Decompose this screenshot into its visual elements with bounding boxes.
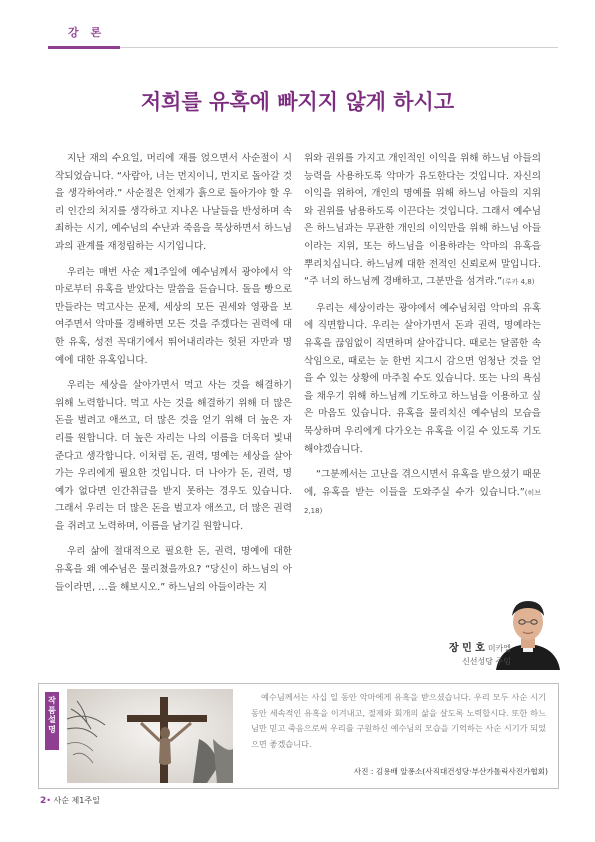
right-paragraph-3: “그분께서는 고난을 겪으시면서 유혹을 받으셨기 때문에, 유혹을 받는 이들을 도와주실 수가 있습니다.”(히브 2,18) (304, 469, 541, 516)
author-parish: 신선성당 주임 (462, 657, 511, 666)
scripture-ref: (히브 2,18) (304, 488, 541, 516)
issue-label: 사순 제1주일 (53, 796, 100, 805)
caption-photo (67, 689, 233, 783)
section-rule-thin (120, 47, 558, 48)
section-rule (48, 46, 120, 49)
left-paragraph-3: 우리는 세상을 살아가면서 먹고 사는 것을 해결하기 위해 노력합니다. 먹고 사는 것을 해결하기 위해 더 많은 돈을 벌려고 애쓰고, 더 많은 것을 얻기 위해 더 높은 자리를 원합니다. 더 높은 자리는 나의 이름을 더욱더 빛내 준다고 생각합니다. 이처럼 돈, 권력, 명예는 세상을 살아가는 우리에게 필요한 것입니다. 더 나아가 돈, 권력, 명예가 없다면 인간취급을 받지 못하는 경우도 있습니다. 그래서 우리는 더 많은 돈을 벌고자 애쓰고, 더 많은 권력을 쥐려고 노력하며, 이름을 남기길 원합니다. (55, 380, 292, 532)
page-number: 2 (40, 796, 47, 806)
caption-credit: 사진 : 김용배 알퐁소(사직대건성당·부산가톨릭사진가협회) (353, 767, 548, 776)
left-column (55, 150, 292, 604)
page-title: 저희를 유혹에 빠지지 않게 하시고 (140, 90, 455, 114)
caption-box (38, 683, 559, 789)
left-paragraph-4: 우리 삶에 절대적으로 필요한 돈, 권력, 명예에 대한 유혹을 왜 예수님은 물리쳤을까요? “당신이 하느님의 아들이라면, …을 해보시오.” 하느님의 아들이라는 지 (55, 546, 292, 593)
right-paragraph-1: 위와 권위를 가지고 개인적인 이익을 위해 하느님 아들의 능력을 사용하도록 악마가 유도한다는 것입니다. 자신의 이익을 위하여, 개인의 명예를 위해 하느님 아들의 지위와 권위를 남용하도록 이끈다는 것입니다. 그래서 예수님은 하느님과는 무관한 개인의 이익만을 위해 하느님 아들이라는 지위, 또는 하느님을 이용하라는 악마의 유혹을 뿌리치십니다. 하느님께 대한 전적인 신뢰로써 말입니다. “주 너의 하느님께 경배하고, 그분만을 섬겨라.”(루카 4,8) (304, 153, 541, 288)
left-paragraph-2: 우리는 매번 사순 제1주일에 예수님께서 광야에서 악마로부터 유혹을 받았다는 말씀을 듣습니다. 돌을 빵으로 만들라는 먹고사는 문제, 세상의 모든 권세와 영광을 보여주면서 악마를 경배하면 모든 것을 주겠다는 권력에 대한 유혹, 성전 꼭대기에서 뛰어내리라는 헛된 자만과 명예에 대한 유혹입니다. (55, 266, 292, 366)
section-label: 강 론 (68, 26, 106, 39)
left-paragraph-1: 지난 재의 수요일, 머리에 재를 얹으면서 사순절이 시작되었습니다. “사람아, 너는 먼지이니, 먼지로 돌아갈 것을 생각하여라.” 사순절은 언제가 흙으로 돌아가야 할 우리 인간의 처지를 생각하고 지나온 나날들을 반성하며 속죄하는 시기, 예수님의 수난과 죽음을 묵상하면서 하느님과의 관계를 재정립하는 시기입니다. (55, 153, 292, 252)
scripture-ref: (루카 4,8) (502, 278, 535, 287)
caption-tag: 작품설명 (45, 692, 59, 750)
right-paragraph-2: 우리는 세상이라는 광야에서 예수님처럼 악마의 유혹에 직면합니다. 우리는 살아가면서 돈과 권력, 명예라는 유혹을 끊임없이 직면하며 살아갑니다. 때로는 달콤한 속삭임으로, 때로는 눈 한번 지그시 감으면 엄청난 것을 얻을 수 있는 상황에 마주칠 수도 있습니다. 또는 나의 욕심을 채우기 위해 하느님께 기도하고 하느님을 이용하고 싶은 마음도 있습니다. 유혹을 물리치신 예수님의 모습을 묵상하며 우리에게 다가오는 유혹을 이길 수 있도록 기도해야겠습니다. (304, 302, 541, 455)
right-column (304, 150, 541, 529)
author-name: 장 민 호 미카엘 (448, 643, 511, 654)
caption-text: 예수님께서는 사십 일 동안 악마에게 유혹을 받으셨습니다. 우리 모두 사순 시기 동안 세속적인 유혹을 이겨내고, 절제와 회개의 삶을 살도록 노력합시다. 또한 하느님만 믿고 죽음으로써 우리를 구원하신 예수님의 모습을 기억하는 사순 시기가 되었으면 좋겠습니다. (251, 692, 546, 749)
footer-dot: • (46, 796, 51, 805)
page-footer (40, 795, 100, 806)
